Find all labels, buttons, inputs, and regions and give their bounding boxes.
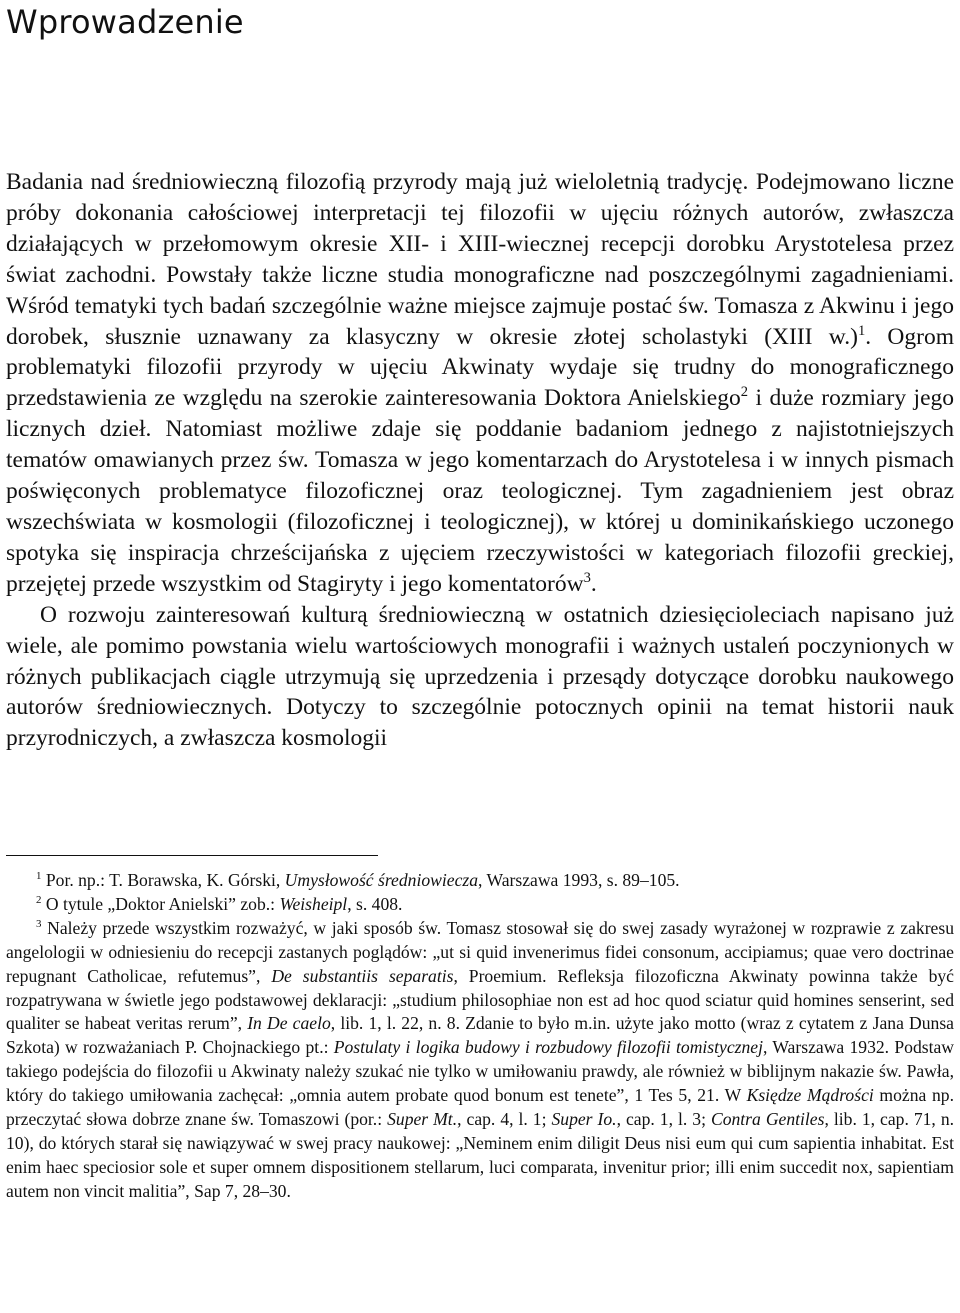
paragraph xyxy=(6,167,954,600)
text-run: i duże rozmiary jego licznych dzieł. Natomiast możliwe zdaje się poddanie badaniom jednego z najistotniejszych tematów omawianych przez św. Tomasza w jego komentarzach do Arystotelesa i w innych pismach poświęconych problematyce filozoficznej oraz teologicznej. Tym zagadnieniem jest obraz wszechświata w kosmologii (filozoficznej i teologicznej), w której u dominikańskiego uczonego spotyka się inspiracja chrześcijańska z ujęciem rzeczywistości w kategoriach filozofii greckiej, przejętej przede wszystkim od Stagiryty i jego komentatorów xyxy=(6,385,954,597)
text-run: Por. np.: T. Borawska, K. Górski, xyxy=(45,870,285,890)
body-text xyxy=(6,167,954,754)
text-run: , lib. 1, cap. 71, n. 10), do których starał się nawiązywać w swej pracy naukowej: „Neminem enim diligit Deus nisi eum qui cum sapientia inhabitat. Est enim haec speciosior sole et super omnem dispositionem stellarum, luci comparata, invenitur prior; illi enim succedit nox, sapientiam autem non vincit malitia”, Sap 7, 28–30. xyxy=(6,1109,955,1201)
italic-text: Umysłowość średniowiecza xyxy=(284,870,479,890)
text-run: O tytule „Doktor Anielski” zob.: xyxy=(45,893,280,914)
text-run: , Proemium. Refleksja filozoficzna Akwinaty powinna także być rozpatrywana w świetle jego podstawowej deklaracji: „studium philosophiae non est ad hoc quod sciatur quid homines senserint, sed qualiter se habeat veritas rerum”, xyxy=(6,965,954,1034)
italic-text: In De caelo xyxy=(247,1013,331,1034)
footnote-number: 3 xyxy=(36,917,42,930)
text-run: , Warszawa 1932. Podstaw takiego podejścia do filozofii u Akwinaty należy szukać nie tylko w umiłowaniu prawdy, ale również w biblijnym nakazie św. Pawła, który do takiego umiłowania zachęcał: „omnia autem probate quod bonum est tenete”, 1 Tes 5, 21. W xyxy=(6,1037,954,1106)
text-run: Należy przede wszystkim rozważyć, w jaki sposób św. Tomasz stosował się do swej zasady wyrażonej w rozprawie z zakresu angelologii w odniesieniu do recepcji zastanych poglądów: „ut si quid invenerimus fidei consonum, accipiamus; quae vero doctrinae repugnant Catholicae, refutemus”, xyxy=(6,917,954,986)
text-run: . Ogrom problematyki filozofii przyrody w ujęciu Akwinaty wydaje się trudny do monograficznego przedstawienia ze względu na szerokie zainteresowania Doktora Anielskiego xyxy=(6,323,954,412)
text-run: . xyxy=(590,570,597,597)
footnote xyxy=(6,869,954,893)
footnotes xyxy=(6,869,954,1204)
text-run: , s. 408. xyxy=(347,893,403,914)
footnote-number: 2 xyxy=(36,894,42,907)
italic-text: Super Io. xyxy=(551,1109,617,1130)
italic-text: Weisheipl xyxy=(279,893,348,914)
footnote-ref: 1 xyxy=(857,322,866,339)
footnote xyxy=(6,893,954,917)
footnote-ref: 2 xyxy=(740,384,748,401)
text-run: , cap. 1, l. 3; xyxy=(616,1109,711,1130)
page-title: Wprowadzenie xyxy=(6,3,244,41)
paragraph xyxy=(6,600,954,755)
italic-text: Księdze Mądrości xyxy=(746,1085,874,1106)
italic-text: Postulaty i logika budowy i rozbudowy filozofii tomistycznej xyxy=(333,1037,763,1058)
italic-text: De substantiis separatis xyxy=(271,965,454,986)
text-run: , cap. 4, l. 1; xyxy=(457,1109,552,1130)
footnote-number: 1 xyxy=(36,870,42,883)
text-run: można np. przeczytać słowa dobrze znane św. Tomaszowi (por.: xyxy=(6,1085,954,1130)
text-run: , Warszawa 1993, s. 89–105. xyxy=(478,870,680,890)
footnote-separator xyxy=(6,855,378,856)
text-run: O rozwoju zainteresowań kulturą średniowieczną w ostatnich dziesięcioleciach napisano już wiele, ale pomimo powstania wielu wartościowych monografii i ważnych ustaleń poczynionych w różnych publikacjach ciągle utrzymują się uprzedzenia i przesądy dotyczące dorobku naukowego autorów średniowiecznych. Dotyczy to szczególnie potocznych opinii na temat historii nauk przyrodniczych, a zwłaszcza kosmologii xyxy=(6,601,954,752)
footnote-ref: 3 xyxy=(583,569,591,586)
italic-text: Super Mt. xyxy=(387,1109,458,1130)
italic-text: Contra Gentiles xyxy=(710,1109,825,1130)
footnote xyxy=(6,917,954,1204)
text-run: , lib. 1, l. 22, n. 8. Zdanie to było m.in. użyte jako motto (wraz z cytatem z Jana Dunsa Szkota) w rozważaniach P. Chojnackiego pt.: xyxy=(6,1013,954,1058)
text-run: Badania nad średniowieczną filozofią przyrody mają już wieloletnią tradycję. Podejmowano liczne próby dokonania całościowej interpretacji tej filozofii w ujęciu różnych autorów, zwłaszcza działających w przełomowym okresie XII- i XIII-wiecznej recepcji dorobku Arystotelesa przez świat zachodni. Powstały także liczne studia monograficzne nad poszczególnymi zagadnieniami. Wśród tematyki tych badań szczególnie ważne miejsce zajmuje postać św. Tomasza z Akwinu i jego dorobek, słusznie uznawany za klasyczny w okresie złotej scholastyki (XIII w.) xyxy=(6,169,954,350)
